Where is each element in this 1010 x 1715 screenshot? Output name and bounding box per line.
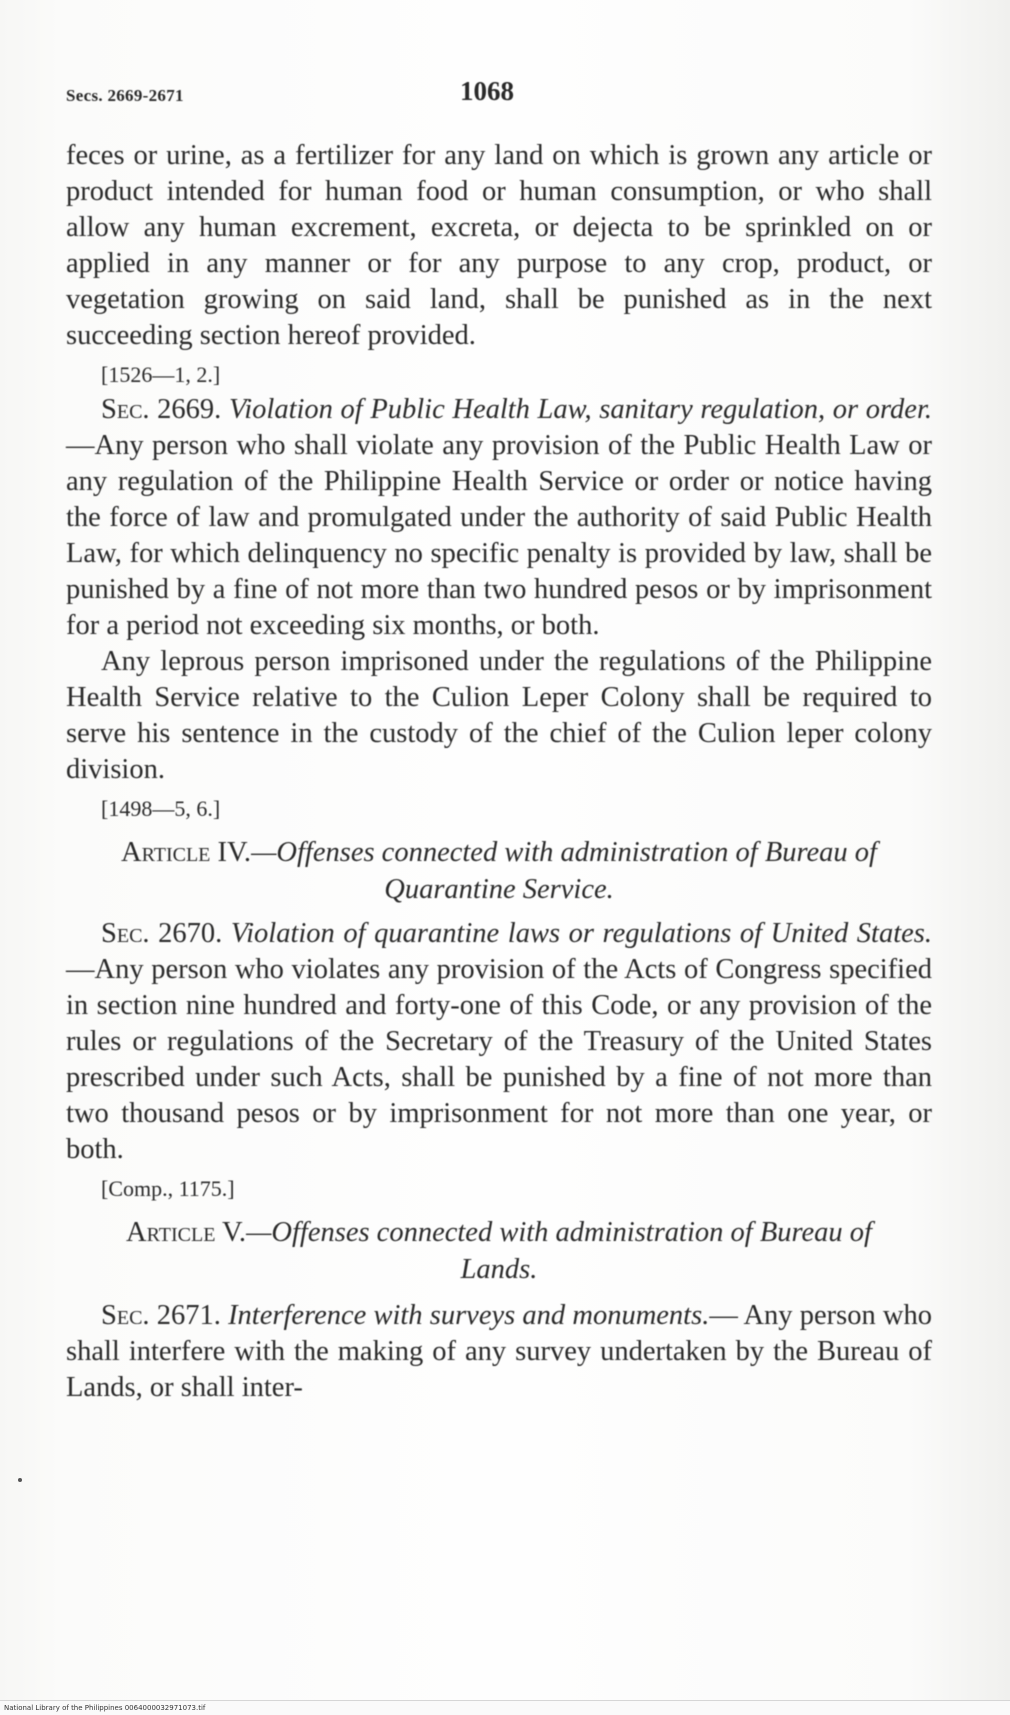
citation-1526: [1526—1, 2.] <box>101 362 221 387</box>
section-2670-body: —Any person who violates any provision of the Acts of Congress specified in section nine hundred and forty-one of this Code, or any provision of the rules or regulations of the Secretary of the Treasury of the United States prescribed under such Acts, shall be punished by a fine of not more than two thousand pesos or by imprisonment for not more than one year, or both. <box>66 954 932 1165</box>
scan-footer <box>0 1700 1010 1715</box>
scan-source-label: National Library of the Philippines 0064000032971073.tif <box>4 1704 206 1712</box>
section-range-heading: Secs. 2669-2671 <box>66 86 184 105</box>
margin-mark <box>18 1478 22 1482</box>
article-5-heading <box>66 1214 932 1288</box>
article-5-label: Article V. <box>126 1217 247 1248</box>
section-2669-body: —Any person who shall violate any provision of the Public Health Law or any regulation of the Philippine Health Service or order or notice having the force of law and promulgated under the authority of said Public Health Law, for which delinquency no specific penalty is provided by law, shall be punished by a fine of not more than two hundred pesos or by imprisonment for a period not exceeding six months, or both. <box>66 430 932 641</box>
section-2669 <box>66 392 932 644</box>
article-4-label: Article IV. <box>121 837 252 868</box>
section-2670 <box>66 916 932 1168</box>
section-2671-body: — Any person who shall interfere with the making of any survey undertaken by the Bureau of Lands, or shall inter- <box>66 1300 932 1403</box>
citation-1498: [1498—5, 6.] <box>101 796 221 821</box>
page-number: 1068 <box>460 76 514 106</box>
intro-paragraph: feces or urine, as a fertilizer for any land on which is grown any article or product intended for human food or human consumption, or who shall allow any human excrement, excreta, or dejecta to be sprinkled on or applied in any manner or for any purpose to any crop, product, or vegetation growing on said land, shall be punished as in the next succeeding section hereof provided. <box>66 140 932 351</box>
citation-comp-1175: [Comp., 1175.] <box>101 1176 235 1201</box>
section-2670-label: Sec. 2670. <box>101 918 223 949</box>
section-2671-title: Interference with surveys and monuments. <box>228 1300 710 1331</box>
article-4-title: —Offenses connected with administration of Bureau of Quarantine Service. <box>251 837 877 905</box>
section-2669-title: Violation of Public Health Law, sanitary regulation, or order. <box>228 394 933 425</box>
section-2671-label: Sec. 2671. <box>101 1300 221 1331</box>
section-2670-title: Violation of quarantine laws or regulations of United States. <box>230 918 932 949</box>
section-2669-label: Sec. 2669. <box>101 394 222 425</box>
section-2671 <box>66 1298 932 1406</box>
page-header <box>66 76 932 116</box>
body-text <box>66 138 932 1406</box>
article-4-heading <box>66 834 932 908</box>
article-5-title: —Offenses connected with administration of Bureau of Lands. <box>246 1217 872 1285</box>
section-2669-paragraph-2: Any leprous person imprisoned under the regulations of the Philippine Health Service relative to the Culion Leper Colony shall be required to serve his sentence in the custody of the chief of the Culion leper colony division. <box>66 646 932 785</box>
